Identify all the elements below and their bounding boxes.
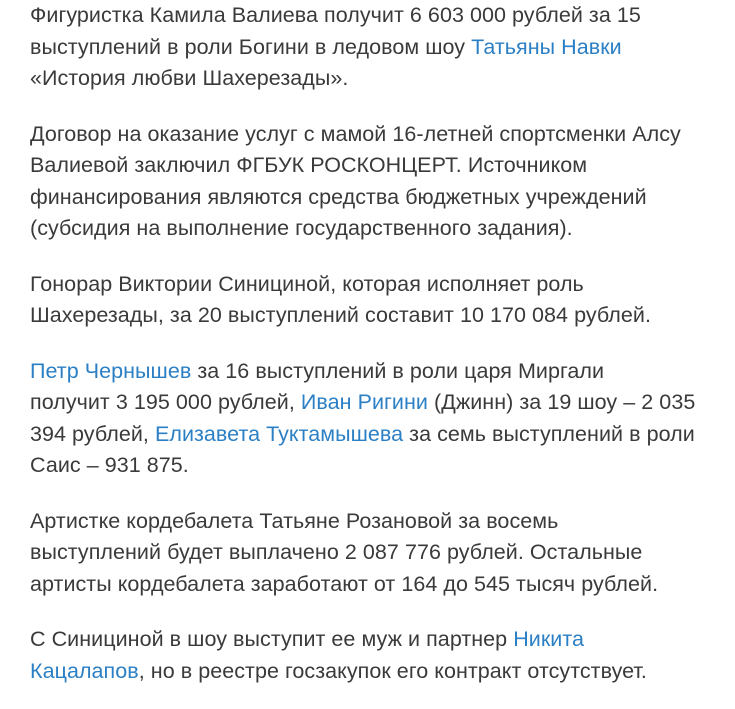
text-line: «История любви Шахерезады».: [30, 66, 349, 90]
text-line: Гонорар Виктории Синициной, которая исполняет роль: [30, 271, 584, 296]
text-segment: (Джинн) за 19 шоу – 2 035: [427, 390, 696, 414]
text-line: Саис – 931 875.: [30, 453, 189, 477]
text-line: Артистке кордебалета Татьяне Розановой за восемь: [30, 508, 559, 533]
link-tatiana-navka[interactable]: Татьяны Навки: [471, 34, 622, 59]
text-segment: получит 3 195 000 рублей,: [30, 390, 301, 414]
paragraph-katsalapov: [30, 624, 705, 687]
text-line: Шахерезады, за 20 выступлений составит 10 170 084 рублей.: [30, 303, 651, 327]
paragraph-other-skaters: [30, 356, 705, 482]
text-line: (субсидия на выполнение государственного задания).: [30, 216, 573, 240]
text-line: Договор на оказание услуг с мамой 16-летней спортсменки Алсу: [30, 121, 681, 146]
text-line: [30, 32, 705, 64]
paragraph-valieva-fee: [30, 0, 705, 95]
text-segment: за 16 выступлений в роли царя Миргали: [191, 358, 605, 383]
text-line: Фигуристка Камила Валиева получит 6 603 000 рублей за 15: [30, 3, 641, 27]
text-segment: выступлений в роли Богини в ледовом шоу: [30, 34, 472, 59]
text-line: [30, 656, 705, 688]
text-segment: за семь выступлений в роли: [403, 421, 695, 446]
text-segment: 394 рублей,: [30, 421, 155, 446]
link-elizaveta-tuktamysheva[interactable]: Елизавета Туктамышева: [154, 421, 404, 446]
link-ivan-righini[interactable]: Иван Ригини: [300, 390, 428, 414]
paragraph-contract: [30, 119, 705, 245]
text-line: [30, 419, 705, 451]
text-line: выступлений будет выплачено 2 087 776 рублей. Остальные: [30, 540, 643, 564]
paragraph-sinitsina-fee: [30, 269, 705, 332]
link-nikita-katsalapov-first[interactable]: Никита: [513, 627, 585, 651]
link-nikita-katsalapov-second[interactable]: Кацалапов: [30, 658, 139, 683]
text-line: [30, 356, 705, 388]
link-petr-chernyshev[interactable]: Петр Чернышев: [30, 358, 192, 383]
text-line: [30, 624, 705, 656]
paragraph-corps-de-ballet: [30, 506, 705, 601]
text-line: финансирования являются средства бюджетных учреждений: [30, 184, 647, 209]
text-line: Валиевой заключил ФГБУК РОСКОНЦЕРТ. Источником: [30, 153, 588, 177]
text-segment: С Синициной в шоу выступит ее муж и партнер: [30, 627, 514, 651]
text-segment: , но в реестре госзакупок его контракт отсутствует.: [138, 658, 647, 683]
text-line: артисты кордебалета заработают от 164 до 545 тысяч рублей.: [30, 571, 659, 596]
text-line: [30, 387, 705, 419]
